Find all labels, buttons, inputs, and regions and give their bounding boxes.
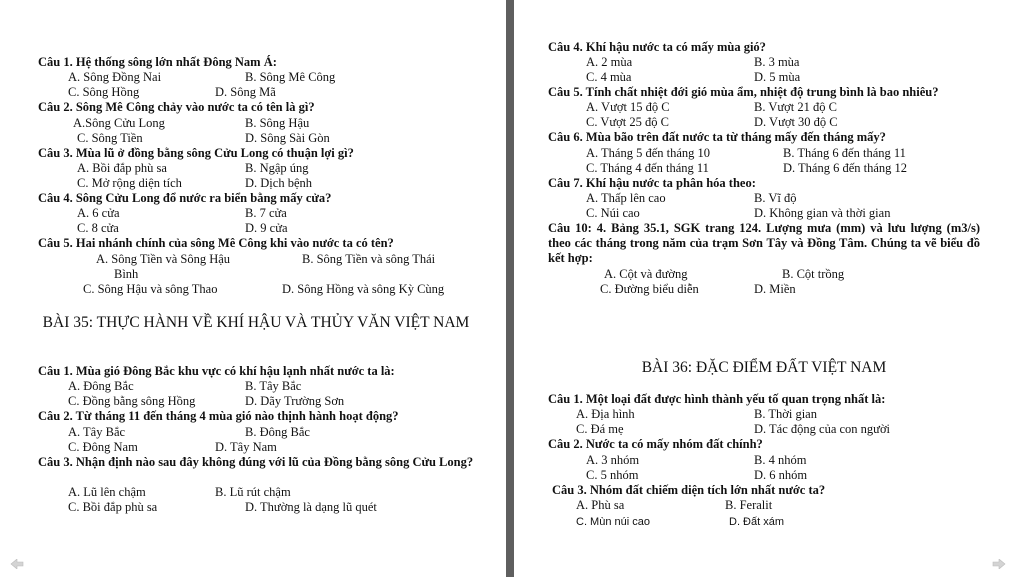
answer-option: D. 5 mùa <box>754 70 801 84</box>
answer-option: A. Cột và đường <box>604 267 688 281</box>
left-page <box>0 0 506 577</box>
answer-option: C. Đồng bằng sông Hồng <box>68 394 196 408</box>
answer-option: D. Vượt 30 độ C <box>754 115 838 129</box>
answer-option: C. Sông Tiền <box>77 131 143 145</box>
answer-option: C. Mùn núi cao <box>576 516 650 528</box>
answer-option: C. 5 nhóm <box>586 468 639 482</box>
answer-option: A. Vượt 15 độ C <box>586 100 670 114</box>
answer-option: D. Sông Sài Gòn <box>245 131 330 145</box>
question: Câu 2. Nước ta có mấy nhóm đất chính? <box>548 437 763 451</box>
question: Câu 3. Mùa lũ ở đồng bằng sông Cửu Long có thuận lợi gì? <box>38 146 354 160</box>
answer-option: A. Thấp lên cao <box>586 191 666 205</box>
answer-option: B. 7 cửa <box>245 206 287 220</box>
answer-option: A. 3 nhóm <box>586 453 640 467</box>
answer-option: D. Tác động của con người <box>754 422 891 436</box>
answer-option-continued: Bình <box>114 267 139 281</box>
answer-option: A.Sông Cửu Long <box>73 116 165 130</box>
answer-option: A. Lũ lên chậm <box>68 485 146 499</box>
answer-option: A. Phù sa <box>576 498 625 512</box>
answer-option: A. Đông Bắc <box>68 379 134 393</box>
question: Câu 1. Hệ thống sông lớn nhất Đông Nam Á: <box>38 55 277 69</box>
answer-option: B. 3 mùa <box>754 55 800 69</box>
arrow-left-icon[interactable] <box>10 559 24 569</box>
right-page <box>514 0 1024 577</box>
answer-option: C. 4 mùa <box>586 70 632 84</box>
answer-option: B. Tây Bắc <box>245 379 302 393</box>
answer-option: C. Vượt 25 độ C <box>586 115 669 129</box>
answer-option: B. Sông Hậu <box>245 116 310 130</box>
answer-option: D. 9 cửa <box>245 221 288 235</box>
answer-option: D. Không gian và thời gian <box>754 206 891 220</box>
answer-option: C. Sông Hồng <box>68 85 140 99</box>
question: Câu 3. Nhận định nào sau đây không đúng với lũ của Đồng bằng sông Cửu Long? <box>38 455 474 469</box>
question: Câu 1. Mùa gió Đông Bắc khu vực có khí hậu lạnh nhất nước ta là: <box>38 364 395 378</box>
answer-option: C. Bồi đắp phù sa <box>68 500 158 514</box>
answer-option: D. Tháng 6 đến tháng 12 <box>783 161 908 175</box>
answer-option: A. Sông Đồng Nai <box>68 70 162 84</box>
answer-option: C. Sông Hậu và sông Thao <box>83 282 218 296</box>
answer-option: C. Đường biểu diễn <box>600 282 699 296</box>
question: Câu 3. Nhóm đất chiếm diện tích lớn nhất nước ta? <box>552 483 826 497</box>
answer-option: A. Bồi đắp phù sa <box>77 161 167 175</box>
answer-option: A. Tháng 5 đến tháng 10 <box>586 146 711 160</box>
answer-option: C. 8 cửa <box>77 221 119 235</box>
answer-option: D. Miền <box>754 282 796 296</box>
answer-option: B. Cột trồng <box>782 267 845 281</box>
answer-option: D. Thường là dạng lũ quét <box>245 500 377 514</box>
answer-option: A. Sông Tiền và Sông Hậu <box>96 252 231 266</box>
answer-option: B. Sông Mê Công <box>245 70 336 84</box>
answer-option: C. Tháng 4 đến tháng 11 <box>586 161 709 175</box>
question: Câu 6. Mùa bão trên đất nước ta từ tháng mấy đến tháng mấy? <box>548 130 886 144</box>
answer-option: D. 6 nhóm <box>754 468 808 482</box>
answer-option: D. Sông Mã <box>215 85 276 99</box>
arrow-right-icon[interactable] <box>992 559 1006 569</box>
question: Câu 4. Sông Cửu Long đổ nước ra biển bằng mấy cửa? <box>38 191 332 205</box>
question: Câu 2. Sông Mê Công chảy vào nước ta có tên là gì? <box>38 100 315 114</box>
question: Câu 10: 4. Bảng 35.1, SGK trang 124. Lượng mưa (mm) và lưu lượng (m3/s) theo các tháng trong năm của trạm Sơn Tây và Đồng Tâm. Chúng ta vẽ biểu đồ kết hợp: <box>548 221 980 265</box>
question: Câu 5. Hai nhánh chính của sông Mê Công khi vào nước ta có tên? <box>38 236 394 250</box>
answer-option: A. Tây Bắc <box>68 425 126 439</box>
answer-option: B. Ngập úng <box>245 161 309 175</box>
section-heading: BÀI 36: ĐẶC ĐIỂM ĐẤT VIỆT NAM <box>641 359 887 376</box>
answer-option: A. Địa hình <box>576 407 635 421</box>
answer-option: D. Sông Hồng và sông Kỳ Cùng <box>282 282 445 296</box>
answer-option: D. Dãy Trường Sơn <box>245 394 345 408</box>
question: Câu 2. Từ tháng 11 đến tháng 4 mùa gió nào thịnh hành hoạt động? <box>38 409 399 423</box>
answer-option: B. Feralit <box>725 498 773 512</box>
question: Câu 7. Khí hậu nước ta phân hóa theo: <box>548 176 756 190</box>
answer-option: C. Mở rộng diện tích <box>77 176 182 190</box>
answer-option: C. Núi cao <box>586 206 640 220</box>
answer-option: B. 4 nhóm <box>754 453 807 467</box>
question: Câu 5. Tính chất nhiệt đới gió mùa ẩm, nhiệt độ trung bình là bao nhiêu? <box>548 85 939 99</box>
answer-option: B. Lũ rút chậm <box>215 485 291 499</box>
section-heading: BÀI 35: THỰC HÀNH VỀ KHÍ HẬU VÀ THỦY VĂN VIỆT NAM <box>42 314 470 331</box>
answer-option: B. Vượt 21 độ C <box>754 100 837 114</box>
answer-option: D. Đất xám <box>729 516 785 528</box>
question: Câu 1. Một loại đất được hình thành yếu tố quan trọng nhất là: <box>548 392 886 406</box>
answer-option: D. Dịch bệnh <box>245 176 312 190</box>
answer-option: B. Đông Bắc <box>245 425 310 439</box>
page-gutter <box>506 0 514 577</box>
answer-option: C. Đá mẹ <box>576 422 624 436</box>
answer-option: B. Vĩ độ <box>754 191 797 205</box>
answer-option: B. Sông Tiền và sông Thái <box>302 252 436 266</box>
answer-option: B. Thời gian <box>754 407 817 421</box>
answer-option: B. Tháng 6 đến tháng 11 <box>783 146 906 160</box>
answer-option: A. 6 cửa <box>77 206 120 220</box>
answer-option: D. Tây Nam <box>215 440 277 454</box>
answer-option: C. Đông Nam <box>68 440 138 454</box>
answer-option: A. 2 mùa <box>586 55 633 69</box>
question: Câu 4. Khí hậu nước ta có mấy mùa gió? <box>548 40 766 54</box>
